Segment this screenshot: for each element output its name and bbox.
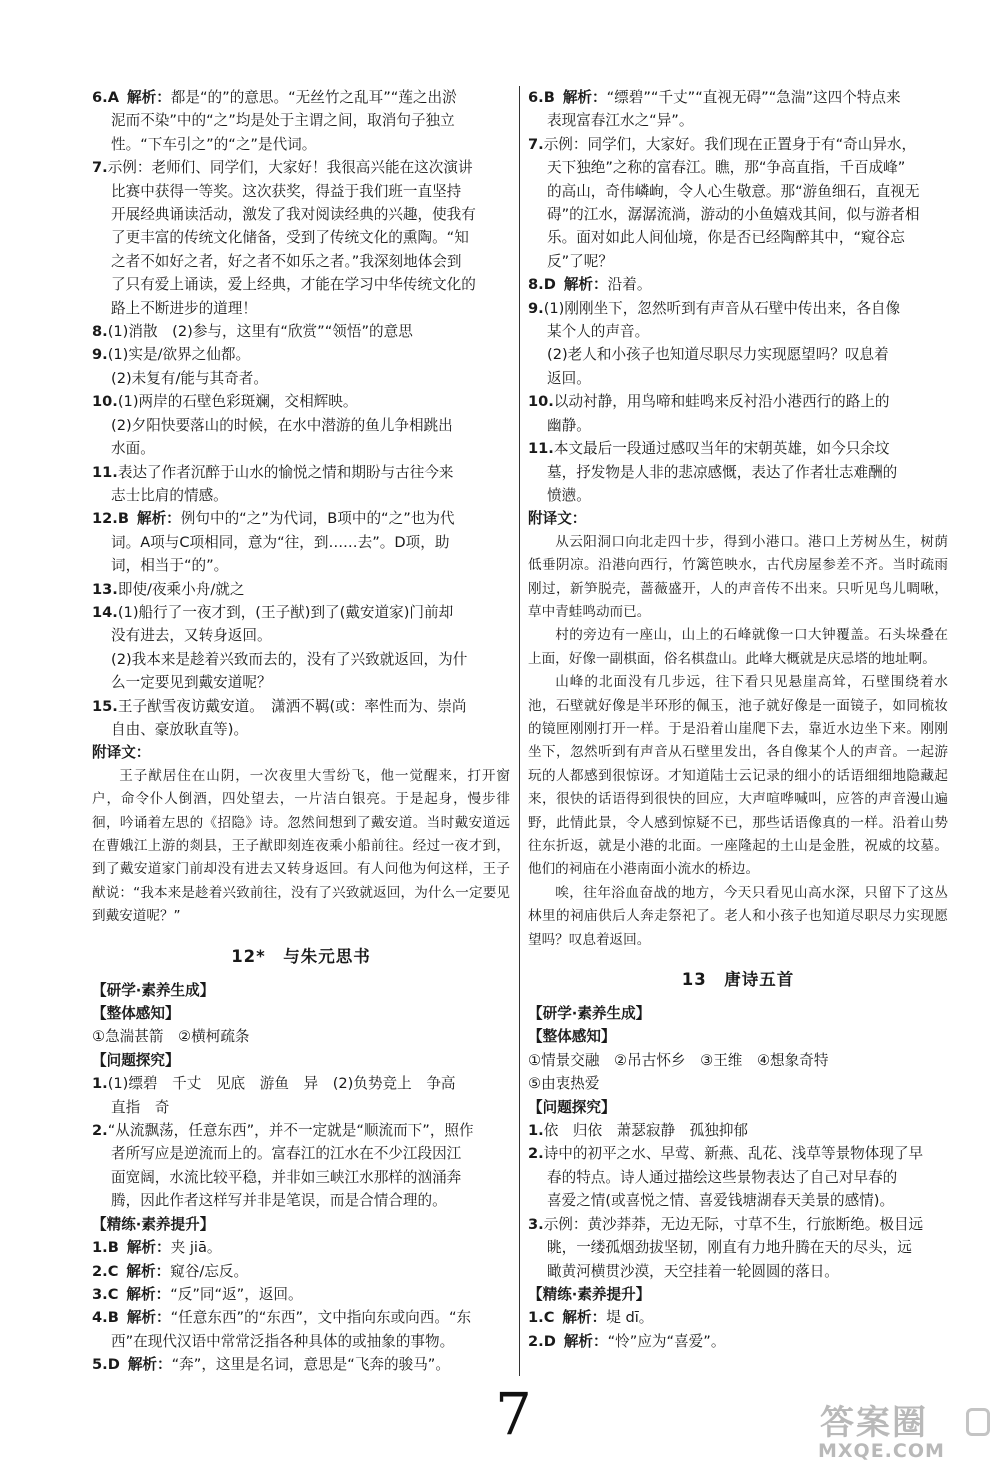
answer-text: (1)实是/欲界之仙都。 <box>107 346 251 364</box>
answer-item <box>528 133 948 273</box>
answer-text: 表达了作者沉醉于山水的愉悦之情和期盼与古往今来 <box>117 463 454 481</box>
answer-choice: B <box>107 1239 119 1257</box>
answer-text: “从流飘荡，任意东西”，并不一定就是“顺流而下”，照作 <box>107 1122 474 1140</box>
answer-item <box>92 343 510 390</box>
answer-continuation: 词。A项与C项相同，意为“往，到……去”。D项，助 <box>111 533 450 551</box>
answer-line <box>528 1142 948 1165</box>
right-column <box>528 86 948 1353</box>
question-number: 6. <box>92 89 108 106</box>
answer-continuation: 乐。面对如此人间仙境，你是否已经陶醉其中，“窥谷忘 <box>547 229 905 247</box>
question-number: 1. <box>528 1122 544 1140</box>
translation-paragraph: 从云阳洞口向北走四十步，得到小港口。港口上芳树丛生，树荫低垂阴凉。沿港向西行，竹篱笆映水，古代房屋参差不齐。当时疏雨刚过，新笋脱壳，蔷薇盛开，人的声音传不出来。只听见鸟儿啁啾，草中青蛙鸣动而已。 <box>528 533 948 620</box>
translation-heading: 附译文： <box>92 744 151 762</box>
answer-choice: B <box>543 89 555 106</box>
answer-text: (1)缥碧 千丈 见底 游鱼 异 (2)负势竞上 争高 <box>107 1075 456 1093</box>
answer-item <box>92 320 510 343</box>
answer-text: 即使/夜乘小舟/就之 <box>117 580 245 598</box>
question-number: 12. <box>92 510 118 528</box>
answer-item <box>92 601 510 695</box>
analysis-label: 解析： <box>136 510 181 528</box>
question-number: 11. <box>528 440 554 458</box>
answer-choice: A <box>107 89 119 106</box>
answer-item <box>528 1330 948 1353</box>
answer-choice: C <box>107 1262 119 1280</box>
answer-continuation: 性。“下车引之”的“之”是代词。 <box>111 135 317 153</box>
answer-item <box>528 1142 948 1212</box>
answer-item <box>528 297 948 391</box>
answer-continuation: 喜爱之情(或喜悦之情、喜爱钱塘湖春天美景的感情)。 <box>547 1192 895 1210</box>
answer-continuation: (2)夕阳快要落山的时候，在水中潜游的鱼儿争相跳出 <box>111 416 453 434</box>
answer-choice: B <box>107 1309 119 1327</box>
question-number: 2. <box>92 1122 108 1140</box>
answer-continuation: 碍”的江水，潺潺流淌，游动的小鱼嬉戏其间，似与游者相 <box>547 206 920 224</box>
answer-continuation: (2)老人和小孩子也知道尽职尽力实现愿望吗？叹息着 <box>547 346 889 364</box>
answer-choice: D <box>543 1332 556 1350</box>
question-number: 8. <box>92 323 108 341</box>
subsection-heading: 【整体感知】 <box>528 1028 616 1046</box>
subsection-heading: 【整体感知】 <box>92 1005 180 1023</box>
question-number: 11. <box>92 463 118 481</box>
answer-line <box>92 390 510 413</box>
answer-continuation: 比赛中获得一等奖。这次获奖，得益于我们班一直坚持 <box>111 182 462 200</box>
answer-item <box>528 273 948 296</box>
subsection-heading: 【问题探究】 <box>92 1051 180 1069</box>
answer-choice: D <box>543 276 556 294</box>
answer-text: 沿着。 <box>607 276 652 294</box>
question-number: 7. <box>528 135 544 153</box>
analysis-label: 解析： <box>562 89 607 106</box>
answer-line <box>528 437 948 460</box>
question-number: 1. <box>92 1239 108 1257</box>
question-number: 2. <box>528 1332 544 1350</box>
summary-line: ①情景交融 ②吊古怀乡 ③王维 ④想象奇特 <box>528 1051 829 1069</box>
answer-continuation: 幽静。 <box>547 416 591 434</box>
answer-continuation: 返回。 <box>547 369 591 387</box>
answer-line <box>92 156 510 179</box>
analysis-label: 解析： <box>126 1239 171 1257</box>
answer-line <box>92 1306 510 1329</box>
question-number: 9. <box>92 346 108 364</box>
subsection-heading: 【精练·素养提升】 <box>92 1215 215 1233</box>
answer-continuation: 之者不如好之者，好之者不如乐之者。”我深刻地体会到 <box>111 252 462 270</box>
answer-line <box>92 601 510 624</box>
translation-heading: 附译文： <box>528 510 587 528</box>
answer-text: 示例：同学们，大家好。我们现在正置身于有“奇山异水， <box>543 135 917 153</box>
answer-line <box>92 1260 510 1283</box>
answer-line <box>92 1353 510 1376</box>
section-title: 13 唐诗五首 <box>681 970 795 990</box>
answer-continuation: 面宽阔，水流比较平稳，并非如三峡江水那样的汹涌奔 <box>111 1168 462 1186</box>
watermark-url: MXQE.COM <box>818 1440 945 1462</box>
answer-text: 示例：老师们、同学们，大家好！我很高兴能在这次演讲 <box>107 159 473 177</box>
answer-text: (1)两岸的石壁色彩斑斓，交相辉映。 <box>117 393 358 411</box>
answer-continuation: 眺，一缕孤烟劲拔坚韧，刚直有力地升腾在天的尽头，远 <box>547 1239 912 1257</box>
answer-line <box>528 1330 948 1353</box>
question-number: 8. <box>528 276 544 294</box>
answer-item <box>528 1306 948 1329</box>
question-number: 13. <box>92 580 118 598</box>
question-number: 9. <box>528 299 544 317</box>
subsection-heading: 【问题探究】 <box>528 1098 616 1116</box>
answer-continuation: 腾，因此作者这样写并非是笔误，而是合情合理的。 <box>111 1192 447 1210</box>
answer-item <box>528 1213 948 1283</box>
answer-line <box>92 578 510 601</box>
answer-continuation: 春的特点。诗人通过描绘这些景物表达了自己对早春的 <box>547 1168 898 1186</box>
answer-continuation: 么一定要见到戴安道呢？ <box>111 674 272 692</box>
answer-item <box>92 1283 510 1306</box>
question-number: 2. <box>528 1145 544 1163</box>
answer-continuation: 天下独绝”之称的富春江。瞧，那“争高直指，千百成峰” <box>547 159 906 177</box>
section-title: 12* 与朱元思书 <box>231 946 371 966</box>
answer-continuation: 了更丰富的传统文化储备，受到了传统文化的熏陶。“知 <box>111 229 469 247</box>
answer-line <box>528 297 948 320</box>
answer-line <box>528 1213 948 1236</box>
answer-item <box>92 695 510 742</box>
answer-item <box>92 1236 510 1259</box>
answer-continuation: 自由、豪放耿直等)。 <box>111 720 249 738</box>
answer-line <box>92 1236 510 1259</box>
answer-continuation: 开展经典诵读活动，激发了我对阅读经典的兴趣，使我有 <box>111 206 476 224</box>
subsection-heading: 【研学·素养生成】 <box>92 981 215 999</box>
answer-text: 王子猷雪夜访戴安道。 潇洒不羁(或：率性而为、崇尚 <box>117 697 467 715</box>
answer-line <box>92 343 510 366</box>
answer-item <box>92 1353 510 1376</box>
question-number: 3. <box>92 1285 108 1303</box>
answer-item <box>92 1306 510 1353</box>
answer-line <box>528 1306 948 1329</box>
analysis-label: 解析： <box>563 1332 608 1350</box>
analysis-label: 解析： <box>562 1309 607 1327</box>
answer-text: 堤 dī。 <box>606 1309 654 1327</box>
answer-line <box>92 507 510 530</box>
answer-continuation: (2)我本来是趁着兴致而去的，没有了兴致就返回，为什 <box>111 650 468 668</box>
answer-item <box>92 390 510 460</box>
answer-item <box>92 156 510 320</box>
answer-item <box>92 1119 510 1213</box>
answer-text: “奔”，这里是名词，意思是“飞奔的骏马”。 <box>171 1356 450 1374</box>
question-number: 14. <box>92 603 118 621</box>
answer-line <box>528 86 948 109</box>
answer-line <box>92 1283 510 1306</box>
answer-item <box>92 461 510 508</box>
answer-text: “反”同“返”，返回。 <box>170 1285 303 1303</box>
answer-item <box>92 507 510 577</box>
answer-text: 示例：黄沙莽莽，无边无际，寸草不生，行旅断绝。极目远 <box>543 1215 924 1233</box>
analysis-label: 解析： <box>126 1309 171 1327</box>
translation-paragraph: 村的旁边有一座山，山上的石峰就像一口大钟覆盖。石头垛叠在上面，好像一副棋面，俗名棋盘山。此峰大概就是庆忌塔的地址啊。 <box>528 627 948 667</box>
answer-item <box>528 390 948 437</box>
answer-continuation: 的高山，奇伟嶙峋，令人心生敬意。那“游鱼细石，直视无 <box>547 182 920 200</box>
answer-continuation: 表现富春江水之“异”。 <box>547 112 694 130</box>
question-number: 5. <box>92 1356 108 1374</box>
analysis-label: 解析： <box>127 89 171 106</box>
translation-paragraph: 唉，往年浴血奋战的地方，今天只看见山高水深，只留下了这丛林里的祠庙供后人奔走祭祀了。老人和小孩子也知道尽职尽力实现愿望吗？叹息着返回。 <box>528 884 948 948</box>
analysis-label: 解析： <box>126 1262 171 1280</box>
answer-text: 诗中的初平之水、早莺、新燕、乱花、浅草等景物体现了早 <box>543 1145 924 1163</box>
column-divider <box>519 86 520 1376</box>
answer-continuation: (2)未复有/能与其奇者。 <box>111 369 268 387</box>
question-number: 2. <box>92 1262 108 1280</box>
answer-continuation: 词，相当于“的”。 <box>111 557 229 575</box>
answer-continuation: 某个人的声音。 <box>547 323 650 341</box>
answer-line <box>92 320 510 343</box>
answer-line <box>92 1072 510 1095</box>
answer-text: 以动衬静，用鸟啼和蛙鸣来反衬沿小港西行的路上的 <box>553 393 890 411</box>
question-number: 15. <box>92 697 118 715</box>
answer-choice: B <box>117 510 129 528</box>
answer-choice: D <box>107 1356 120 1374</box>
answer-continuation: 泥而不染”中的“之”均是处于主谓之间，取消句子独立 <box>111 112 455 130</box>
translation-paragraph: 王子猷居住在山阴，一次夜里大雪纷飞，他一觉醒来，打开窗户，命令仆人倒酒，四处望去，一片洁白银亮。于是起身，慢步徘徊，吟诵着左思的《招隐》诗。忽然间想到了戴安道。当时戴安道远在曹娥江上游的剡县，王子猷即刻连夜乘小船前往。经过一夜才到，到了戴安道家门前却没有进去又转身返回。有人问他为何这样，王子猷说：“我本来是趁着兴致前往，没有了兴致就返回，为什么一定要见到戴安道呢？” <box>92 767 510 925</box>
answer-line <box>92 461 510 484</box>
answer-line <box>528 390 948 413</box>
answer-item <box>92 1260 510 1283</box>
answer-text: (1)船行了一夜才到，(王子猷)到了(戴安道家)门前却 <box>117 603 454 621</box>
answer-line <box>92 86 510 109</box>
question-number: 1. <box>528 1309 544 1327</box>
analysis-label: 解析： <box>563 276 608 294</box>
answer-line <box>528 273 948 296</box>
answer-item <box>92 86 510 156</box>
question-number: 4. <box>92 1309 108 1327</box>
answer-item <box>92 578 510 601</box>
answer-choice: C <box>543 1309 555 1327</box>
question-number: 7. <box>92 159 108 177</box>
question-number: 10. <box>92 393 118 411</box>
subsection-heading: 【研学·素养生成】 <box>528 1005 651 1023</box>
answer-line <box>528 1119 948 1142</box>
answer-continuation: 者所写应是逆流而上的。富春江的江水在不少江段因江 <box>111 1145 462 1163</box>
answer-line <box>528 133 948 156</box>
question-number: 3. <box>528 1215 544 1233</box>
answer-item <box>528 86 948 133</box>
summary-line: ①急湍甚箭 ②横柯疏条 <box>92 1028 250 1046</box>
question-number: 6. <box>528 89 544 106</box>
answer-text: 都是“的”的意思。“无丝竹之乱耳”“莲之出淤 <box>170 89 457 106</box>
answer-continuation: 了只有爱上诵读，爱上经典，才能在学习中华传统文化的 <box>111 276 476 294</box>
answer-continuation: 没有进去，又转身返回。 <box>111 627 272 645</box>
subsection-heading: 【精练·素养提升】 <box>528 1285 651 1303</box>
question-number: 1. <box>92 1075 108 1093</box>
answer-text: “怜”应为“喜爱”。 <box>607 1332 726 1350</box>
question-number: 10. <box>528 393 554 411</box>
answer-text: (1)消散 (2)参与，这里有“欣赏”“领悟”的意思 <box>107 323 413 341</box>
answer-continuation: 西”在现代汉语中常常泛指各种具体的或抽象的事物。 <box>111 1332 455 1350</box>
answer-line <box>92 1119 510 1142</box>
answer-choice: C <box>107 1285 119 1303</box>
answer-item <box>528 437 948 507</box>
left-column <box>92 86 510 1377</box>
answer-continuation: 反”了呢？ <box>547 252 613 270</box>
answer-continuation: 直指 奇 <box>111 1098 170 1116</box>
answer-continuation: 墓，抒发物是人非的悲凉感慨，表达了作者壮志难酬的 <box>547 463 898 481</box>
answer-text: 依 归依 萧瑟寂静 孤独抑郁 <box>543 1122 749 1140</box>
watermark-logo: 答案圈 <box>820 1403 928 1443</box>
answer-text: 例句中的“之”为代词，B项中的“之”也为代 <box>180 510 455 528</box>
analysis-label: 解析： <box>127 1356 172 1374</box>
answer-continuation: 志士比肩的情感。 <box>111 486 228 504</box>
watermark-badge-icon <box>966 1408 990 1436</box>
answer-item <box>528 1119 948 1142</box>
answer-text: “任意东西”的“东西”，文中指向东或向西。“东 <box>170 1309 472 1327</box>
page-number: 7 <box>495 1380 532 1448</box>
answer-line <box>92 695 510 718</box>
answer-text: 本文最后一段通过感叹当年的宋朝英雄，如今只余坟 <box>553 440 890 458</box>
answer-text: 窥谷/忘反。 <box>170 1262 249 1280</box>
answer-text: (1)刚刚坐下，忽然听到有声音从石壁中传出来，各自像 <box>543 299 901 317</box>
answer-item <box>92 1072 510 1119</box>
answer-continuation: 愤懑。 <box>547 486 591 504</box>
answer-text: “缥碧”“千丈”“直视无碍”“急湍”这四个特点来 <box>606 89 901 106</box>
translation-paragraph: 山峰的北面没有几步远，往下看只见悬崖高耸，石壁围绕着水池，石壁就好像是半环形的佩玉，池子就好像是一面镜子，如同梳妆的镜匣刚刚打开一样。于是沿着山崖爬下去，靠近水边坐下来。刚刚坐下，忽然听到有声音从石壁里发出，各自像某个人的声音。一起游玩的人都感到很惊讶。才知道陆士云记录的细小的话语细细地隐藏起来，很快的话语得到很快的回应，大声喧哗喊叫，应答的声音漫山遍野，此情此景，令人感到惊疑不已，那些话语像真的一样。沿着山势往东折返，就是小港的北面。一座隆起的土山是金胜，祝威的坟墓。他们的祠庙在小港南面小流水的桥边。 <box>528 674 948 878</box>
analysis-label: 解析： <box>126 1285 171 1303</box>
answer-continuation: 瞰黄河横贯沙漠，天空挂着一轮圆圆的落日。 <box>547 1262 839 1280</box>
answer-continuation: 路上不断进步的道理！ <box>111 299 257 317</box>
answer-text: 夹 jiā。 <box>170 1239 222 1257</box>
answer-continuation: 水面。 <box>111 440 155 458</box>
summary-line: ⑤由衷热爱 <box>528 1075 600 1093</box>
